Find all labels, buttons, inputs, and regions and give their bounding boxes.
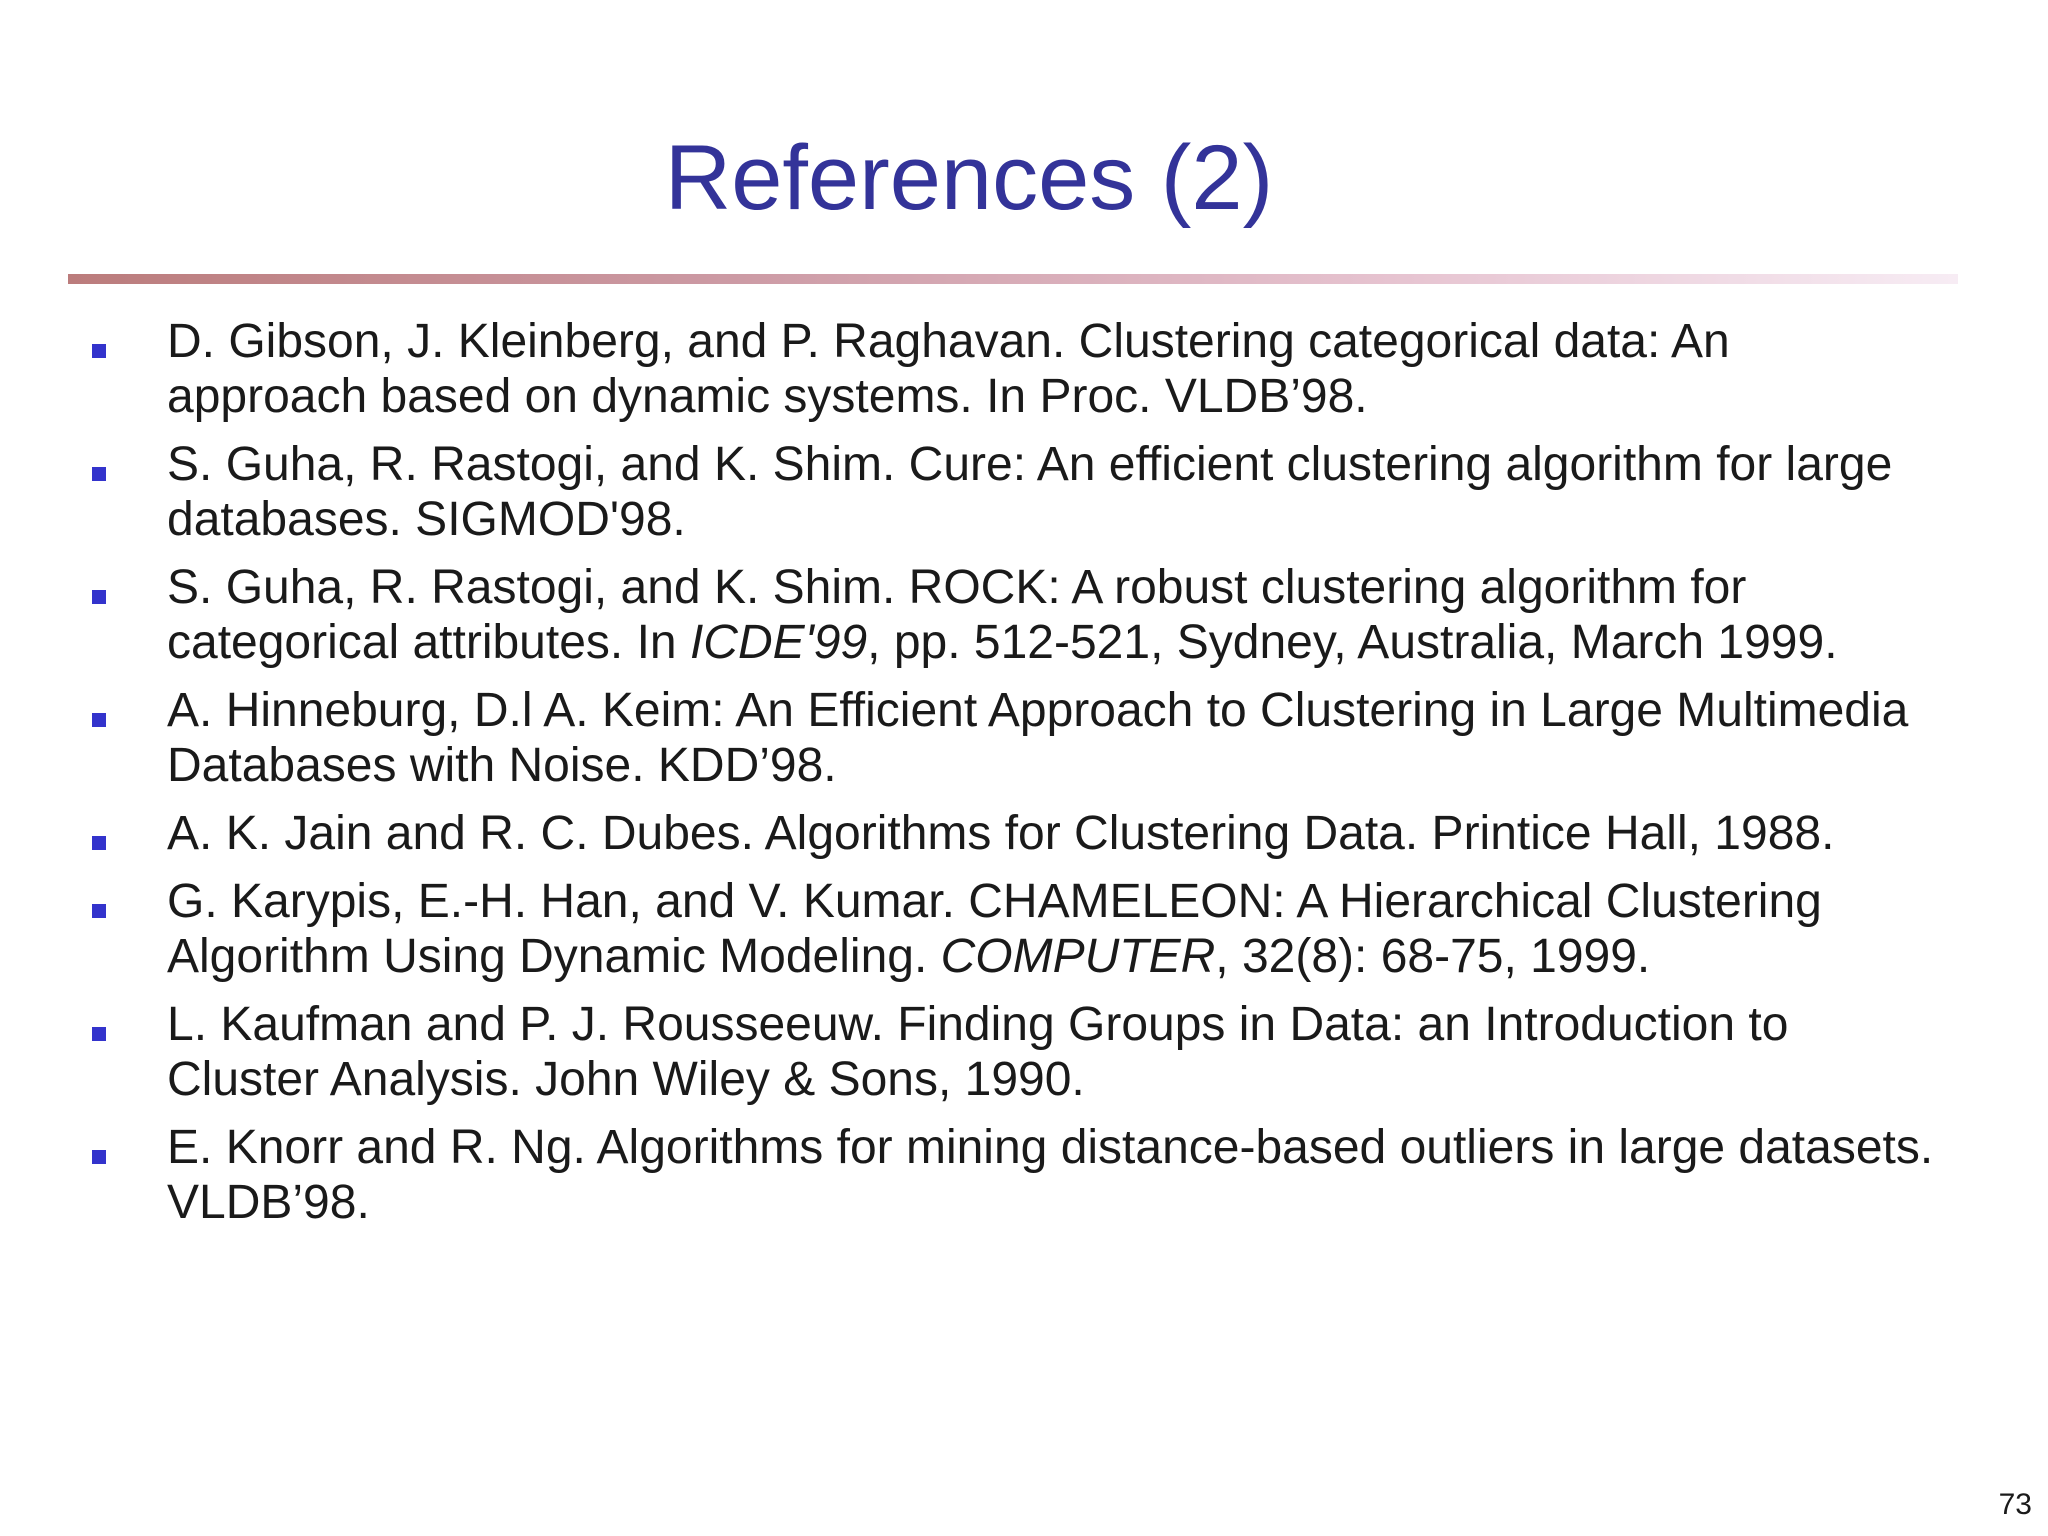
square-bullet-icon — [92, 1150, 106, 1164]
reference-venue-italic: ICDE'99 — [689, 616, 868, 669]
slide-title: References (2) — [664, 127, 1274, 229]
reference-text — [167, 807, 1834, 860]
reference-item — [0, 997, 1937, 1107]
square-bullet-icon — [92, 590, 106, 604]
square-bullet-icon — [92, 344, 106, 358]
square-bullet-icon — [92, 1027, 106, 1041]
square-bullet-icon — [92, 467, 106, 481]
reference-item — [0, 683, 1937, 793]
reference-list — [0, 314, 2048, 1243]
reference-text — [167, 684, 1908, 792]
reference-text — [167, 315, 1730, 423]
reference-item — [0, 437, 1937, 547]
reference-text-part: , pp. 512-521, Sydney, Australia, March 1999. — [867, 616, 1838, 669]
reference-text — [167, 438, 1892, 546]
square-bullet-icon — [92, 904, 106, 918]
reference-text-part: S. Guha, R. Rastogi, and K. Shim. Cure: An efficient clustering algorithm for large databases. SIGMOD'98. — [167, 438, 1893, 546]
reference-text-part: A. Hinneburg, D.l A. Keim: An Efficient Approach to Clustering in Large Multimedia Databases with Noise. KDD’98. — [167, 684, 1909, 792]
reference-item — [0, 874, 1937, 984]
reference-text-part: D. Gibson, J. Kleinberg, and P. Raghavan. Clustering categorical data: An approach based on dynamic systems. In Proc. VLDB’98. — [167, 315, 1730, 423]
square-bullet-icon — [92, 713, 106, 727]
reference-item — [0, 560, 1937, 670]
reference-item — [0, 314, 1937, 424]
reference-text — [167, 998, 1788, 1106]
reference-text-part: E. Knorr and R. Ng. Algorithms for mining distance-based outliers in large datasets. VLDB’98. — [167, 1121, 1934, 1229]
reference-text-part: , 32(8): 68-75, 1999. — [1215, 930, 1651, 983]
reference-text — [167, 561, 1838, 669]
title-divider — [68, 274, 1958, 284]
reference-text-part: S. Guha, R. Rastogi, and K. Shim. ROCK: A robust clustering algorithm for categorical attributes. In — [167, 561, 1747, 669]
reference-text-part: G. Karypis, E.-H. Han, and V. Kumar. CHAMELEON: A Hierarchical Clustering Algorithm Using Dynamic Modeling. — [167, 875, 1822, 983]
reference-text-part: L. Kaufman and P. J. Rousseeuw. Finding Groups in Data: an Introduction to Cluster Analysis. John Wiley & Sons, 1990. — [167, 998, 1789, 1106]
square-bullet-icon — [92, 836, 106, 850]
reference-item — [0, 806, 1937, 861]
reference-text — [167, 875, 1822, 983]
reference-text-part: A. K. Jain and R. C. Dubes. Algorithms for Clustering Data. Printice Hall, 1988. — [167, 807, 1835, 860]
reference-text — [167, 1121, 1933, 1229]
page-number: 73 — [1998, 1488, 2032, 1521]
reference-item — [0, 1120, 1937, 1230]
reference-venue-italic: COMPUTER — [940, 930, 1216, 983]
